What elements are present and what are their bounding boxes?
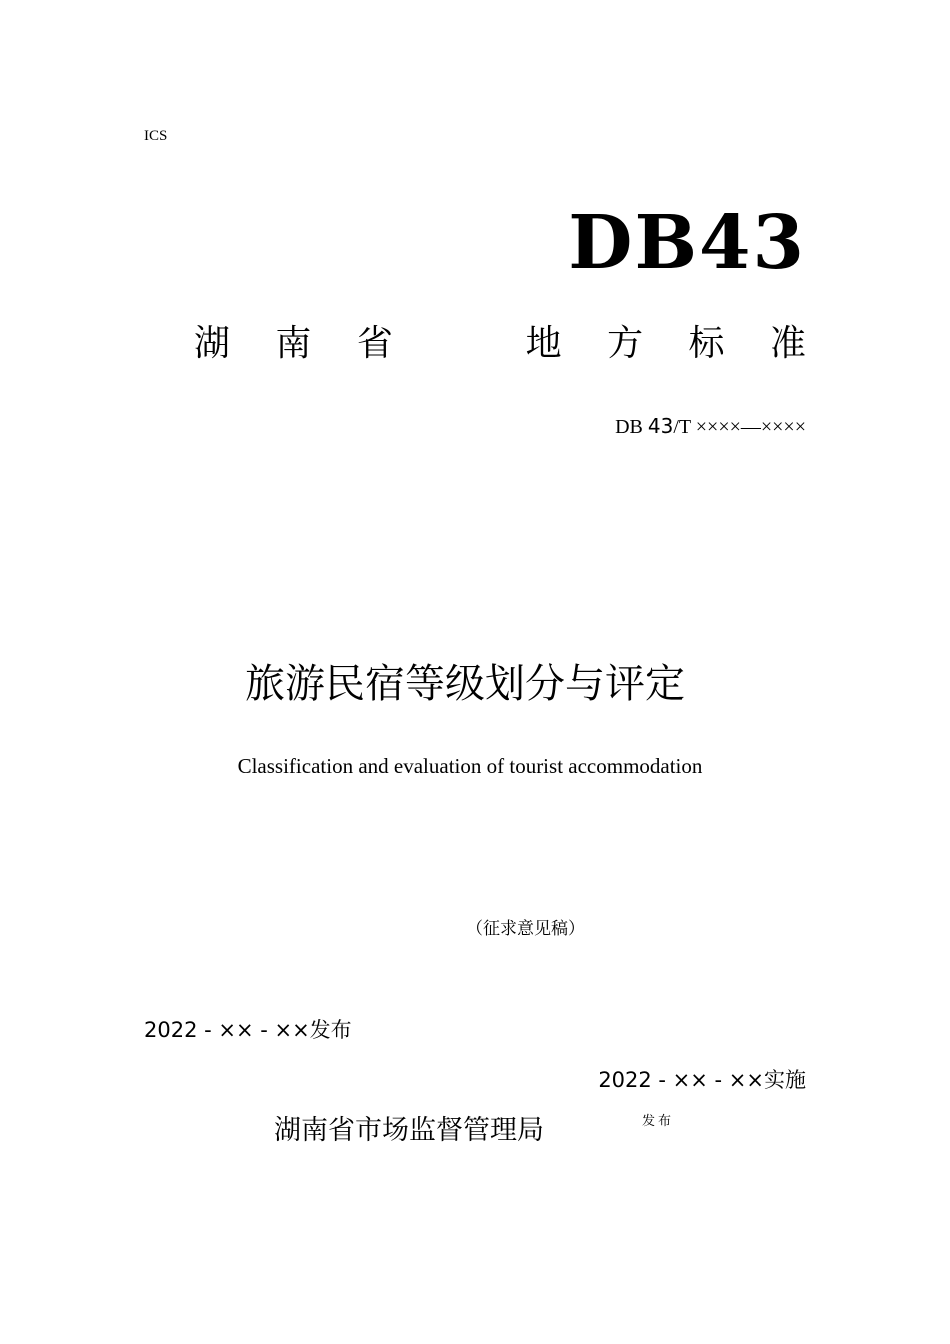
document-title-english: Classification and evaluation of tourist accommodation	[237, 754, 703, 778]
implementation-date: 2022 - ×× - ××实施	[598, 1068, 806, 1092]
ics-label: ICS	[144, 128, 168, 144]
draft-status-label: （征求意见稿）	[466, 919, 585, 938]
issuing-authority: 湖南省市场监督管理局	[274, 1115, 544, 1146]
issuing-authority-suffix: 发布	[642, 1114, 675, 1129]
standard-type-char: 省	[356, 322, 393, 364]
standard-type-char: 标	[688, 322, 725, 364]
issue-date: 2022 - ×× - ××发布	[144, 1018, 352, 1042]
standard-type-char: 准	[769, 322, 806, 364]
standard-type-heading	[194, 316, 806, 364]
standard-type-char: 南	[275, 322, 312, 364]
standard-number-suffix: /T ××××—××××	[673, 416, 806, 438]
standard-number	[615, 414, 806, 439]
standard-code-logo: DB43	[568, 200, 806, 286]
standard-number-digits: 43	[647, 414, 674, 438]
standard-type-char: 方	[607, 322, 644, 364]
standard-type-char: 湖	[194, 322, 231, 364]
document-title-chinese: 旅游民宿等级划分与评定	[245, 661, 685, 707]
standard-type-char: 地	[525, 322, 562, 364]
standard-number-prefix: DB	[615, 416, 648, 438]
